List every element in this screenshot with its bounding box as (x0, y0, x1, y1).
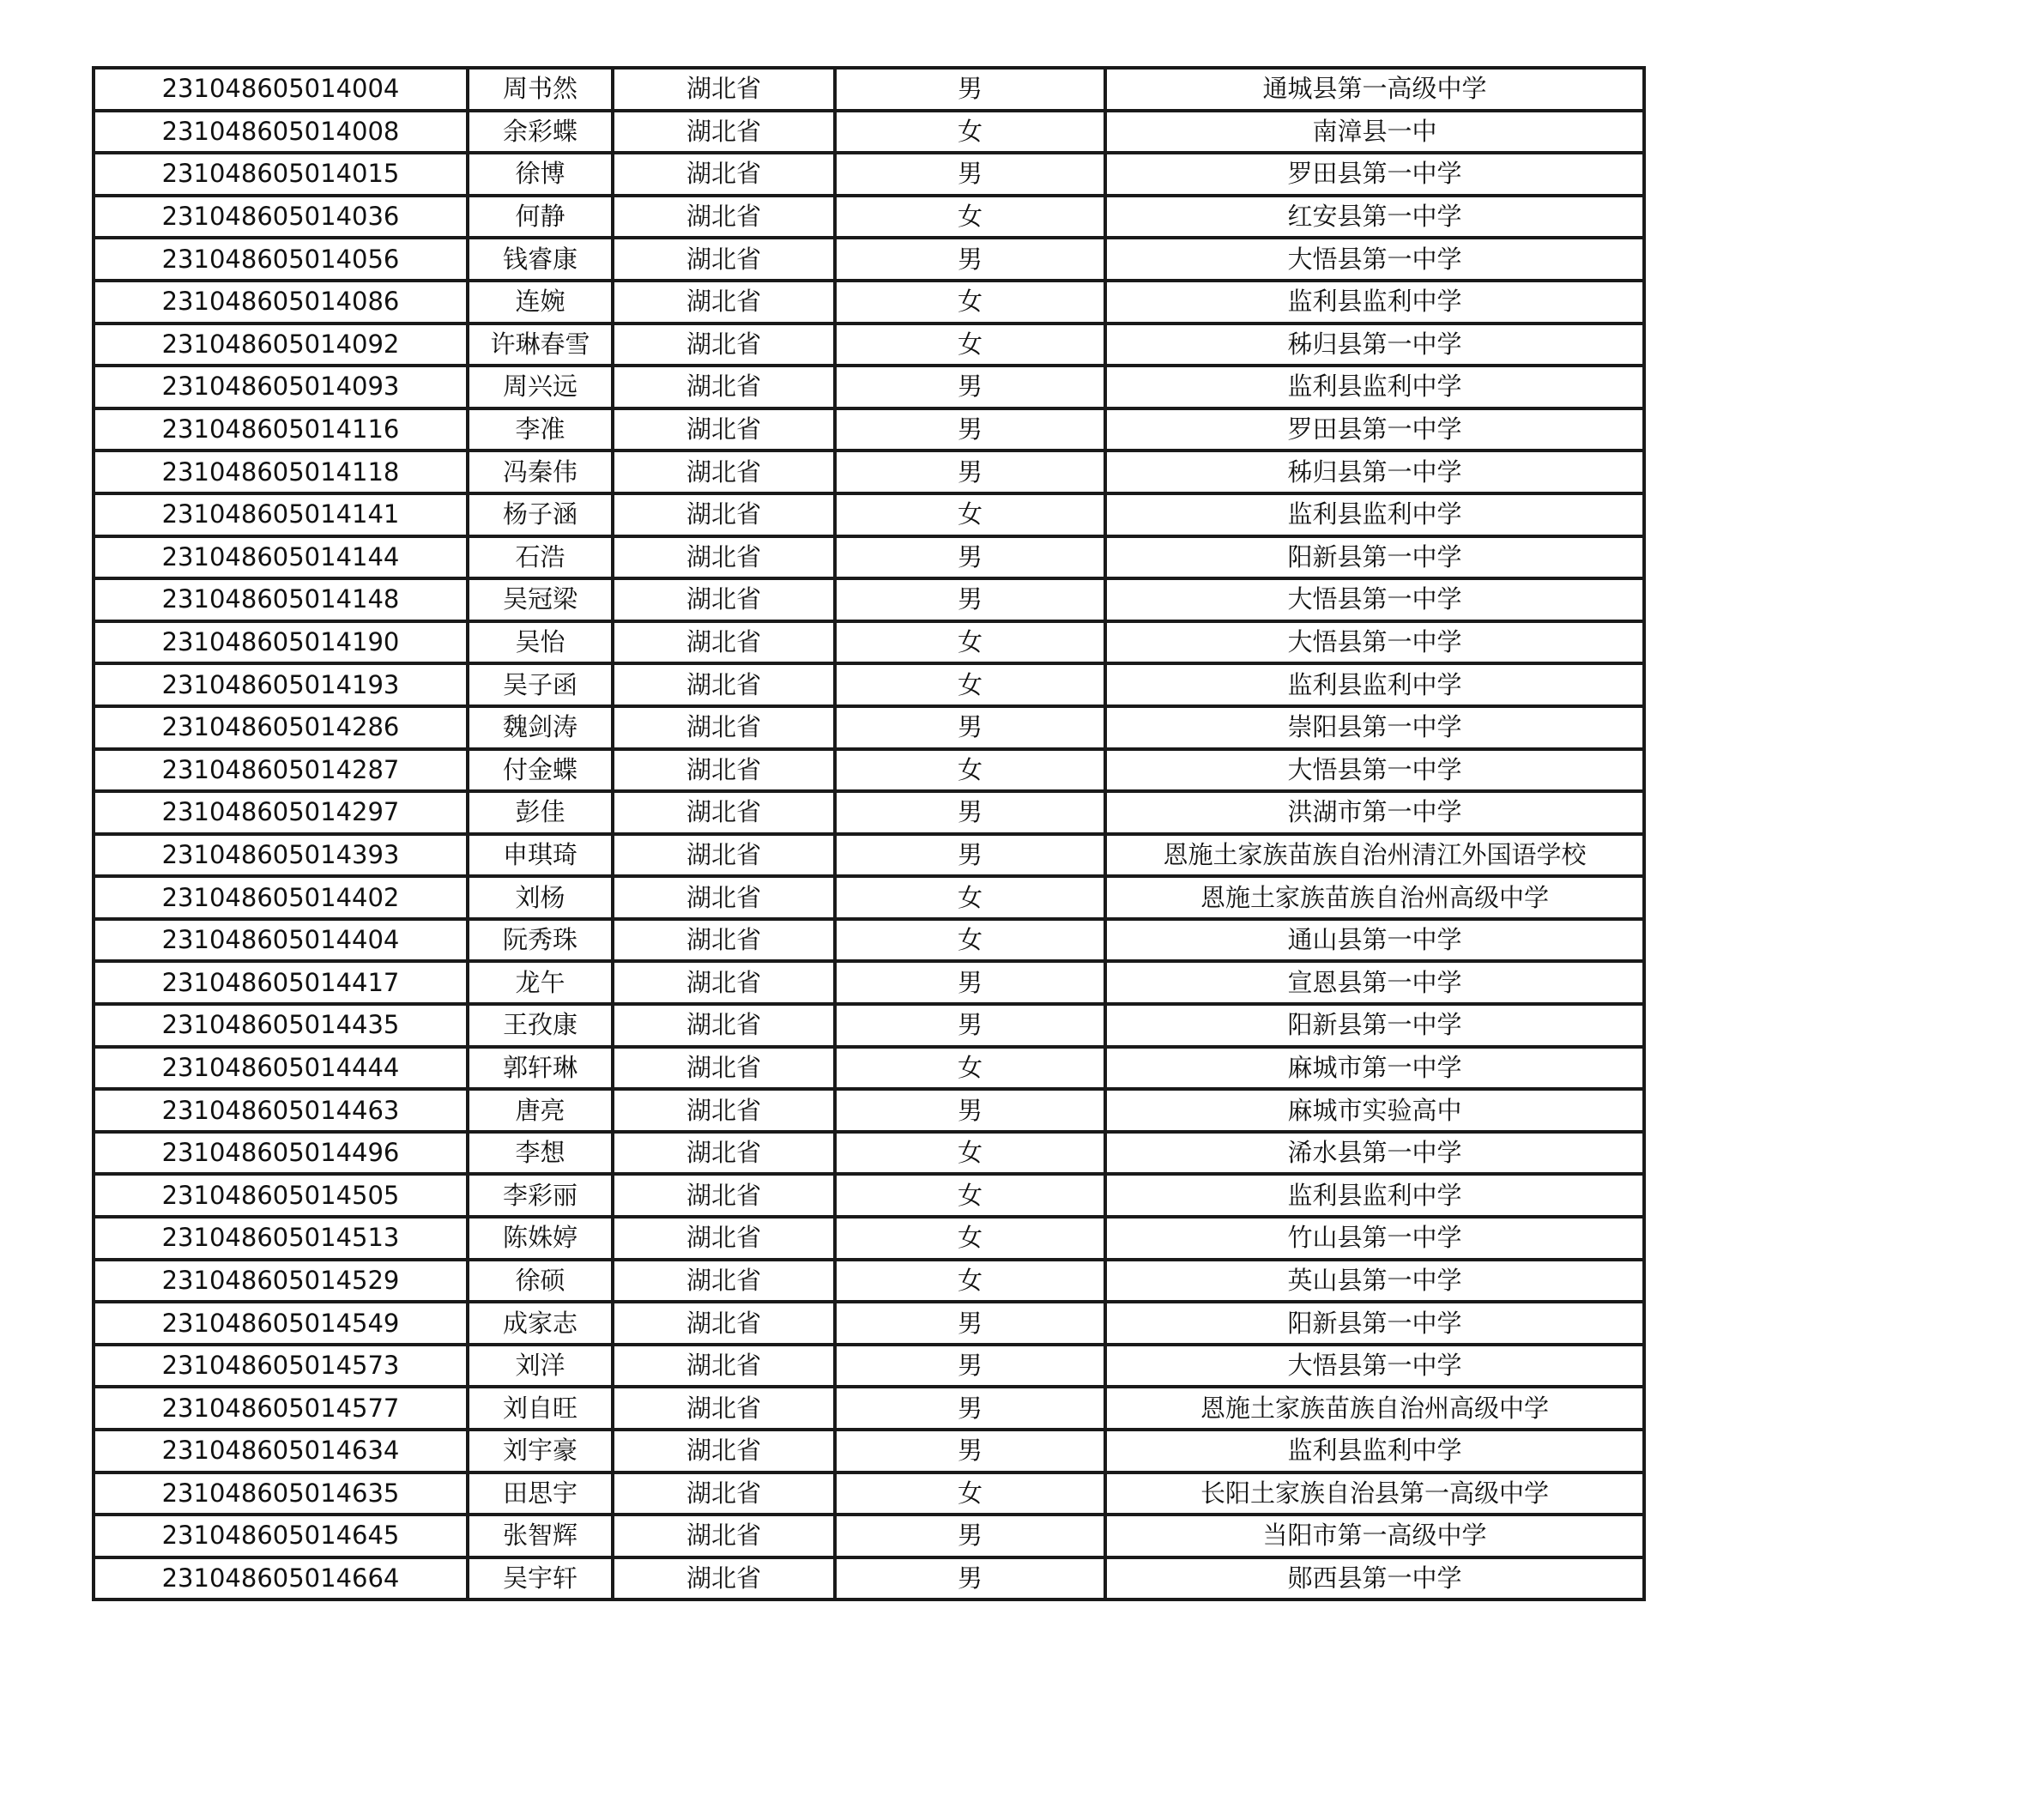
province-cell: 湖北省 (613, 1260, 835, 1303)
gender-cell: 男 (835, 451, 1105, 493)
table-row (94, 1174, 1644, 1217)
student-name-cell: 张智辉 (468, 1515, 613, 1557)
student-name-cell: 李准 (468, 408, 613, 451)
table-row (94, 281, 1644, 324)
gender-cell: 男 (835, 1515, 1105, 1557)
candidate-id-cell: 231048605014435 (94, 1004, 468, 1047)
gender-cell: 男 (835, 1387, 1105, 1430)
candidate-id-cell: 231048605014148 (94, 578, 468, 621)
candidate-id-cell: 231048605014015 (94, 153, 468, 196)
student-name-cell: 连婉 (468, 281, 613, 324)
student-name-cell: 吴怡 (468, 621, 613, 664)
table-row (94, 1089, 1644, 1132)
student-name-cell: 李想 (468, 1132, 613, 1175)
province-cell: 湖北省 (613, 1047, 835, 1090)
school-cell: 秭归县第一中学 (1105, 324, 1644, 366)
student-name-cell: 何静 (468, 196, 613, 239)
table-row (94, 1472, 1644, 1515)
student-name-cell: 成家志 (468, 1302, 613, 1345)
candidate-id-cell: 231048605014056 (94, 238, 468, 281)
gender-cell: 女 (835, 281, 1105, 324)
province-cell: 湖北省 (613, 1515, 835, 1557)
table-row (94, 919, 1644, 962)
gender-cell: 男 (835, 961, 1105, 1004)
province-cell: 湖北省 (613, 1004, 835, 1047)
province-cell: 湖北省 (613, 111, 835, 154)
gender-cell: 男 (835, 1004, 1105, 1047)
table-row (94, 1302, 1644, 1345)
student-name-cell: 魏剑涛 (468, 706, 613, 749)
table-row (94, 1047, 1644, 1090)
candidate-id-cell: 231048605014193 (94, 663, 468, 706)
student-name-cell: 杨子涵 (468, 493, 613, 536)
table-row (94, 961, 1644, 1004)
gender-cell: 男 (835, 68, 1105, 111)
gender-cell: 男 (835, 366, 1105, 408)
school-cell: 洪湖市第一中学 (1105, 791, 1644, 834)
gender-cell: 男 (835, 238, 1105, 281)
table-row (94, 68, 1644, 111)
student-name-cell: 刘洋 (468, 1345, 613, 1388)
school-cell: 通城县第一高级中学 (1105, 68, 1644, 111)
school-cell: 郧西县第一中学 (1105, 1557, 1644, 1600)
gender-cell: 女 (835, 876, 1105, 919)
province-cell: 湖北省 (613, 536, 835, 579)
candidate-id-cell: 231048605014463 (94, 1089, 468, 1132)
province-cell: 湖北省 (613, 621, 835, 664)
school-cell: 大悟县第一中学 (1105, 621, 1644, 664)
table-row (94, 706, 1644, 749)
student-name-cell: 钱睿康 (468, 238, 613, 281)
candidate-id-cell: 231048605014036 (94, 196, 468, 239)
province-cell: 湖北省 (613, 1557, 835, 1600)
student-name-cell: 郭轩琳 (468, 1047, 613, 1090)
table-row (94, 1557, 1644, 1600)
candidate-id-cell: 231048605014635 (94, 1472, 468, 1515)
school-cell: 监利县监利中学 (1105, 1174, 1644, 1217)
roster-body (94, 68, 1644, 1599)
candidate-id-cell: 231048605014664 (94, 1557, 468, 1600)
candidate-id-cell: 231048605014529 (94, 1260, 468, 1303)
province-cell: 湖北省 (613, 408, 835, 451)
student-name-cell: 龙午 (468, 961, 613, 1004)
province-cell: 湖北省 (613, 578, 835, 621)
gender-cell: 女 (835, 324, 1105, 366)
gender-cell: 女 (835, 111, 1105, 154)
candidate-id-cell: 231048605014505 (94, 1174, 468, 1217)
table-row (94, 366, 1644, 408)
candidate-id-cell: 231048605014093 (94, 366, 468, 408)
school-cell: 英山县第一中学 (1105, 1260, 1644, 1303)
table-row (94, 834, 1644, 877)
province-cell: 湖北省 (613, 1174, 835, 1217)
gender-cell: 男 (835, 578, 1105, 621)
province-cell: 湖北省 (613, 153, 835, 196)
school-cell: 罗田县第一中学 (1105, 153, 1644, 196)
candidate-id-cell: 231048605014404 (94, 919, 468, 962)
school-cell: 宣恩县第一中学 (1105, 961, 1644, 1004)
table-row (94, 493, 1644, 536)
student-name-cell: 徐硕 (468, 1260, 613, 1303)
table-row (94, 238, 1644, 281)
province-cell: 湖北省 (613, 1472, 835, 1515)
table-row (94, 791, 1644, 834)
school-cell: 长阳土家族自治县第一高级中学 (1105, 1472, 1644, 1515)
student-roster-table (92, 66, 1646, 1601)
province-cell: 湖北省 (613, 834, 835, 877)
student-name-cell: 刘宇豪 (468, 1430, 613, 1472)
province-cell: 湖北省 (613, 238, 835, 281)
gender-cell: 女 (835, 1217, 1105, 1260)
school-cell: 恩施土家族苗族自治州高级中学 (1105, 1387, 1644, 1430)
school-cell: 监利县监利中学 (1105, 663, 1644, 706)
school-cell: 浠水县第一中学 (1105, 1132, 1644, 1175)
school-cell: 监利县监利中学 (1105, 1430, 1644, 1472)
school-cell: 麻城市第一中学 (1105, 1047, 1644, 1090)
candidate-id-cell: 231048605014092 (94, 324, 468, 366)
student-name-cell: 周兴远 (468, 366, 613, 408)
gender-cell: 男 (835, 1302, 1105, 1345)
gender-cell: 男 (835, 153, 1105, 196)
student-name-cell: 石浩 (468, 536, 613, 579)
student-name-cell: 刘杨 (468, 876, 613, 919)
school-cell: 通山县第一中学 (1105, 919, 1644, 962)
province-cell: 湖北省 (613, 196, 835, 239)
candidate-id-cell: 231048605014417 (94, 961, 468, 1004)
school-cell: 阳新县第一中学 (1105, 536, 1644, 579)
student-name-cell: 唐亮 (468, 1089, 613, 1132)
province-cell: 湖北省 (613, 1132, 835, 1175)
candidate-id-cell: 231048605014118 (94, 451, 468, 493)
province-cell: 湖北省 (613, 281, 835, 324)
table-row (94, 876, 1644, 919)
province-cell: 湖北省 (613, 1387, 835, 1430)
candidate-id-cell: 231048605014144 (94, 536, 468, 579)
candidate-id-cell: 231048605014286 (94, 706, 468, 749)
candidate-id-cell: 231048605014402 (94, 876, 468, 919)
table-row (94, 196, 1644, 239)
student-name-cell: 彭佳 (468, 791, 613, 834)
table-row (94, 111, 1644, 154)
school-cell: 恩施土家族苗族自治州高级中学 (1105, 876, 1644, 919)
table-row (94, 451, 1644, 493)
gender-cell: 男 (835, 1089, 1105, 1132)
student-name-cell: 阮秀珠 (468, 919, 613, 962)
table-row (94, 1132, 1644, 1175)
candidate-id-cell: 231048605014645 (94, 1515, 468, 1557)
student-name-cell: 申琪琦 (468, 834, 613, 877)
school-cell: 阳新县第一中学 (1105, 1302, 1644, 1345)
table-row (94, 663, 1644, 706)
gender-cell: 男 (835, 1430, 1105, 1472)
table-row (94, 1515, 1644, 1557)
gender-cell: 女 (835, 1472, 1105, 1515)
table-row (94, 1345, 1644, 1388)
school-cell: 麻城市实验高中 (1105, 1089, 1644, 1132)
gender-cell: 女 (835, 1047, 1105, 1090)
table-row (94, 1387, 1644, 1430)
gender-cell: 女 (835, 1132, 1105, 1175)
candidate-id-cell: 231048605014004 (94, 68, 468, 111)
gender-cell: 女 (835, 196, 1105, 239)
province-cell: 湖北省 (613, 919, 835, 962)
school-cell: 大悟县第一中学 (1105, 1345, 1644, 1388)
school-cell: 红安县第一中学 (1105, 196, 1644, 239)
student-name-cell: 王孜康 (468, 1004, 613, 1047)
student-name-cell: 刘自旺 (468, 1387, 613, 1430)
province-cell: 湖北省 (613, 324, 835, 366)
gender-cell: 女 (835, 621, 1105, 664)
candidate-id-cell: 231048605014086 (94, 281, 468, 324)
table-row (94, 324, 1644, 366)
table-row (94, 1004, 1644, 1047)
gender-cell: 男 (835, 1345, 1105, 1388)
gender-cell: 女 (835, 1174, 1105, 1217)
table-row (94, 536, 1644, 579)
school-cell: 罗田县第一中学 (1105, 408, 1644, 451)
table-row (94, 749, 1644, 792)
province-cell: 湖北省 (613, 749, 835, 792)
student-name-cell: 田思宇 (468, 1472, 613, 1515)
province-cell: 湖北省 (613, 876, 835, 919)
school-cell: 大悟县第一中学 (1105, 749, 1644, 792)
table-row (94, 1260, 1644, 1303)
candidate-id-cell: 231048605014513 (94, 1217, 468, 1260)
province-cell: 湖北省 (613, 1345, 835, 1388)
student-name-cell: 吴冠梁 (468, 578, 613, 621)
province-cell: 湖北省 (613, 493, 835, 536)
student-name-cell: 吴宇轩 (468, 1557, 613, 1600)
province-cell: 湖北省 (613, 1089, 835, 1132)
candidate-id-cell: 231048605014444 (94, 1047, 468, 1090)
candidate-id-cell: 231048605014297 (94, 791, 468, 834)
student-name-cell: 李彩丽 (468, 1174, 613, 1217)
province-cell: 湖北省 (613, 663, 835, 706)
table-row (94, 621, 1644, 664)
candidate-id-cell: 231048605014008 (94, 111, 468, 154)
province-cell: 湖北省 (613, 961, 835, 1004)
province-cell: 湖北省 (613, 68, 835, 111)
student-name-cell: 冯秦伟 (468, 451, 613, 493)
province-cell: 湖北省 (613, 1430, 835, 1472)
student-name-cell: 付金蝶 (468, 749, 613, 792)
candidate-id-cell: 231048605014141 (94, 493, 468, 536)
candidate-id-cell: 231048605014287 (94, 749, 468, 792)
province-cell: 湖北省 (613, 366, 835, 408)
school-cell: 阳新县第一中学 (1105, 1004, 1644, 1047)
gender-cell: 女 (835, 1260, 1105, 1303)
gender-cell: 女 (835, 919, 1105, 962)
student-name-cell: 余彩蝶 (468, 111, 613, 154)
school-cell: 监利县监利中学 (1105, 366, 1644, 408)
student-name-cell: 陈姝婷 (468, 1217, 613, 1260)
candidate-id-cell: 231048605014496 (94, 1132, 468, 1175)
student-name-cell: 徐博 (468, 153, 613, 196)
gender-cell: 女 (835, 493, 1105, 536)
province-cell: 湖北省 (613, 706, 835, 749)
province-cell: 湖北省 (613, 1302, 835, 1345)
school-cell: 秭归县第一中学 (1105, 451, 1644, 493)
school-cell: 恩施土家族苗族自治州清江外国语学校 (1105, 834, 1644, 877)
table-row (94, 1217, 1644, 1260)
gender-cell: 男 (835, 791, 1105, 834)
candidate-id-cell: 231048605014549 (94, 1302, 468, 1345)
school-cell: 监利县监利中学 (1105, 281, 1644, 324)
candidate-id-cell: 231048605014393 (94, 834, 468, 877)
candidate-id-cell: 231048605014577 (94, 1387, 468, 1430)
table-row (94, 153, 1644, 196)
school-cell: 大悟县第一中学 (1105, 238, 1644, 281)
gender-cell: 女 (835, 663, 1105, 706)
candidate-id-cell: 231048605014190 (94, 621, 468, 664)
table-row (94, 1430, 1644, 1472)
gender-cell: 男 (835, 1557, 1105, 1600)
school-cell: 大悟县第一中学 (1105, 578, 1644, 621)
student-name-cell: 许琳春雪 (468, 324, 613, 366)
gender-cell: 男 (835, 536, 1105, 579)
school-cell: 崇阳县第一中学 (1105, 706, 1644, 749)
school-cell: 南漳县一中 (1105, 111, 1644, 154)
table-row (94, 578, 1644, 621)
table-row (94, 408, 1644, 451)
school-cell: 竹山县第一中学 (1105, 1217, 1644, 1260)
student-name-cell: 周书然 (468, 68, 613, 111)
candidate-id-cell: 231048605014634 (94, 1430, 468, 1472)
province-cell: 湖北省 (613, 791, 835, 834)
school-cell: 当阳市第一高级中学 (1105, 1515, 1644, 1557)
gender-cell: 男 (835, 706, 1105, 749)
province-cell: 湖北省 (613, 451, 835, 493)
student-name-cell: 吴子函 (468, 663, 613, 706)
school-cell: 监利县监利中学 (1105, 493, 1644, 536)
gender-cell: 女 (835, 749, 1105, 792)
province-cell: 湖北省 (613, 1217, 835, 1260)
gender-cell: 男 (835, 408, 1105, 451)
candidate-id-cell: 231048605014116 (94, 408, 468, 451)
candidate-id-cell: 231048605014573 (94, 1345, 468, 1388)
gender-cell: 男 (835, 834, 1105, 877)
